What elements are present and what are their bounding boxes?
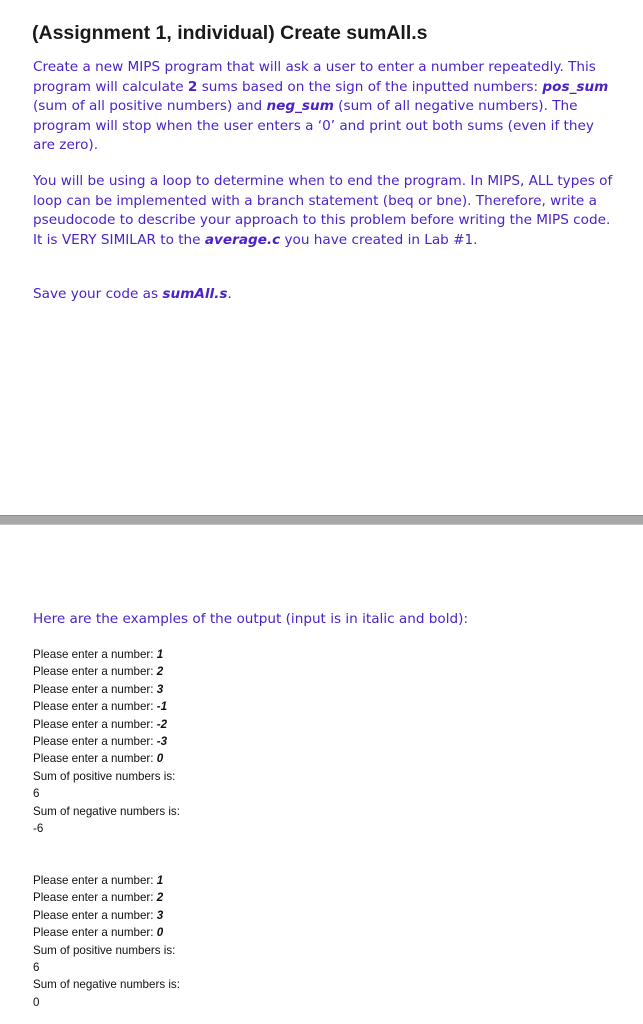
para3-filename: sumAll.s <box>162 286 228 302</box>
example-output-1 <box>33 646 180 837</box>
output-line: Sum of positive numbers is: <box>33 769 176 783</box>
input-value: 3 <box>156 908 164 922</box>
output-line: 6 <box>33 787 40 801</box>
output-line: Sum of negative numbers is: <box>33 804 180 818</box>
input-value: 2 <box>156 891 164 905</box>
para1-pos-sum: pos_sum <box>542 78 609 95</box>
output-line: Please enter a number: 2 <box>33 665 164 679</box>
output-line: 6 <box>33 960 40 974</box>
para3-text-1: Save your code as <box>33 286 163 302</box>
para1-text-2: sums based on the sign of the inputted numbers: <box>197 78 543 95</box>
example-output-2 <box>33 872 180 1011</box>
instructions-paragraph-2 <box>33 172 613 250</box>
output-line: Please enter a number: 1 <box>33 648 164 661</box>
output-line: Please enter a number: -1 <box>33 700 168 714</box>
output-line: Please enter a number: 0 <box>33 752 164 766</box>
output-line: Sum of negative numbers is: <box>33 978 180 992</box>
para1-neg-sum: neg_sum <box>266 98 334 115</box>
output-line: Please enter a number: 2 <box>33 891 164 905</box>
input-value: 0 <box>156 752 164 766</box>
output-line: Please enter a number: -2 <box>33 717 168 731</box>
input-value: 0 <box>156 926 164 940</box>
para1-text-4: (sum of all negative numbers). The program will stop when the user enters a ‘0’ and print out both sums (even if they are zero). <box>33 98 594 154</box>
para2-average-c: average.c <box>204 231 281 248</box>
input-value: 1 <box>156 874 164 887</box>
input-value: -3 <box>156 734 168 748</box>
instructions-paragraph-3 <box>33 285 613 305</box>
para2-text-2: you have created in Lab #1. <box>280 231 478 248</box>
input-value: 2 <box>156 665 164 679</box>
para1-bold-count: 2 <box>187 78 198 95</box>
para1-text-1: Create a new MIPS program that will ask a user to enter a number repeatedly. This program will calculate <box>33 59 596 95</box>
input-value: -1 <box>156 700 168 714</box>
page-divider <box>0 515 643 525</box>
examples-intro: Here are the examples of the output (input is in italic and bold): <box>33 611 469 627</box>
input-value: -2 <box>156 717 168 731</box>
output-line: Please enter a number: -3 <box>33 734 168 748</box>
output-line: -6 <box>33 821 44 835</box>
output-line: Please enter a number: 1 <box>33 874 164 887</box>
para3-text-2: . <box>227 286 232 302</box>
page-title: (Assignment 1, individual) Create sumAll.s <box>32 22 428 44</box>
output-line: Sum of positive numbers is: <box>33 943 176 957</box>
output-line: Please enter a number: 3 <box>33 908 164 922</box>
input-value: 1 <box>156 648 164 661</box>
output-line: Please enter a number: 3 <box>33 682 164 696</box>
instructions-paragraph-1 <box>33 58 613 156</box>
output-line: Please enter a number: 0 <box>33 926 164 940</box>
input-value: 3 <box>156 682 164 696</box>
output-line: 0 <box>33 995 40 1009</box>
para1-text-3: (sum of all positive numbers) and <box>33 98 267 115</box>
para2-text-1: You will be using a loop to determine when to end the program. In MIPS, ALL types of loop can be implemented with a branch statement (beq or bne). Therefore, write a pseudocode to describe your approach to this problem before writing the MIPS code. It is VERY SIMILAR to the <box>33 173 613 248</box>
